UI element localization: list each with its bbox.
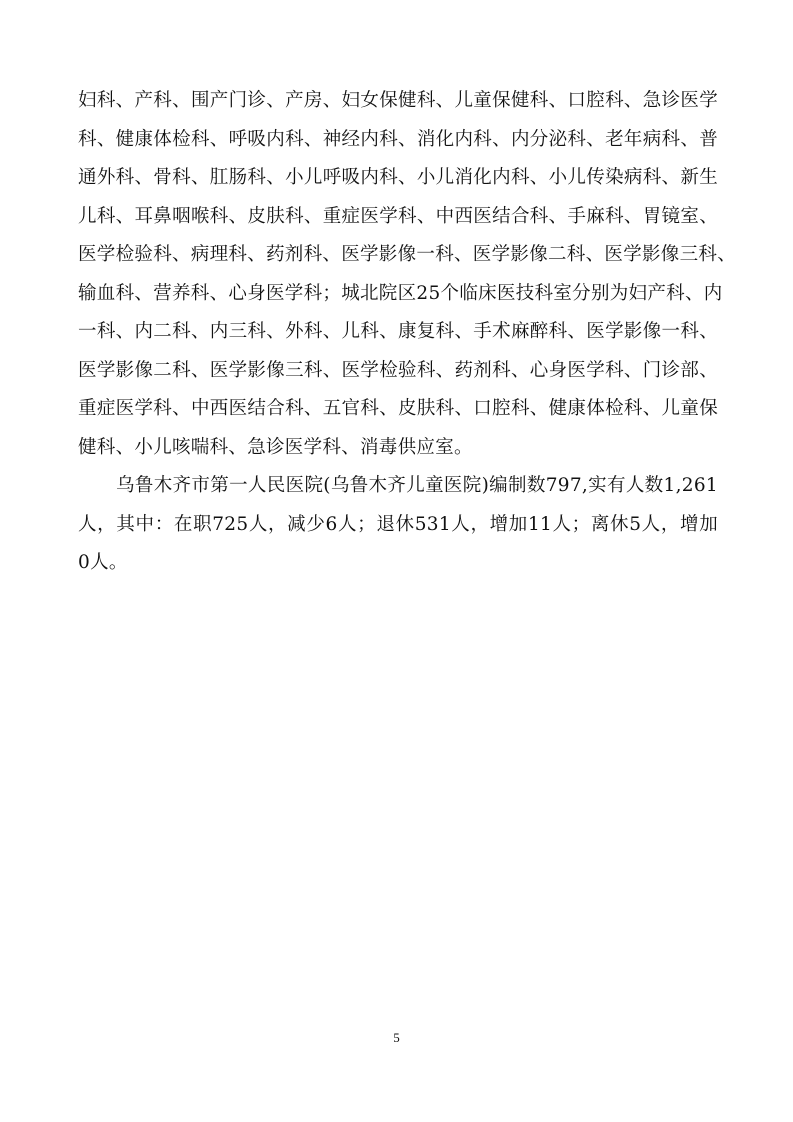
text-line: 科、健康体检科、呼吸内科、神经内科、消化内科、内分泌科、老年病科、普: [78, 128, 718, 150]
page-number: 5: [393, 1030, 400, 1045]
text-line: 儿科、耳鼻咽喉科、皮肤科、重症医学科、中西医结合科、手麻科、胃镜室、: [78, 205, 718, 227]
text-line: 一科、内二科、内三科、外科、儿科、康复科、手术麻醉科、医学影像一科、: [78, 321, 718, 342]
text-line: 医学检验科、病理科、药剂科、医学影像一科、医学影像二科、医学影像三科、: [78, 244, 737, 265]
text-line: 健科、小儿咳喘科、急诊医学科、消毒供应室。: [78, 436, 473, 458]
text-line: 人，其中：在职725人，减少6人；退休531人，增加11人；离休5人，增加: [78, 513, 718, 535]
text-line: 重症医学科、中西医结合科、五官科、皮肤科、口腔科、健康体检科、儿童保: [78, 398, 718, 419]
text-line: 乌鲁木齐市第一人民医院(乌鲁木齐儿童医院)编制数797,实有人数1,261: [116, 475, 718, 496]
text-line: 妇科、产科、围产门诊、产房、妇女保健科、儿童保健科、口腔科、急诊医学: [78, 90, 718, 111]
text-line: 0人。: [78, 552, 128, 573]
paragraph-departments: [78, 82, 737, 467]
paragraph-staffing: [78, 467, 718, 583]
text-line: 医学影像二科、医学影像三科、医学检验科、药剂科、心身医学科、门诊部、: [78, 359, 718, 381]
text-line: 输血科、营养科、心身医学科；城北院区25个临床医技科室分别为妇产科、内: [78, 282, 723, 304]
text-line: 通外科、骨科、肛肠科、小儿呼吸内科、小儿消化内科、小儿传染病科、新生: [78, 167, 718, 188]
body-text: [78, 82, 737, 583]
